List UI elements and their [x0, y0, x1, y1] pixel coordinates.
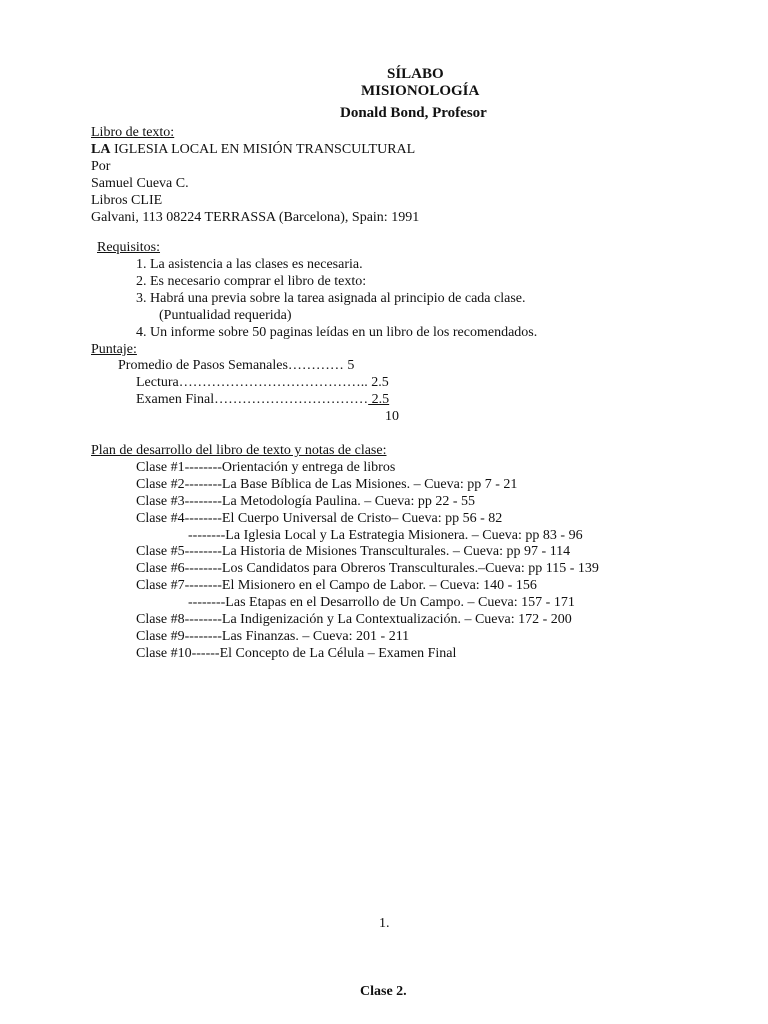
plan-item: Clase #8--------La Indigenización y La Contextualización. – Cueva: 172 - 200	[136, 612, 572, 627]
scoring-reading: Lectura………………………………….. 2.5	[136, 375, 389, 390]
plan-subitem: --------Las Etapas en el Desarrollo de Un Campo. – Cueva: 157 - 171	[188, 595, 575, 610]
requirement-note: (Puntualidad requerida)	[159, 308, 292, 323]
plan-item: Clase #4--------El Cuerpo Universal de Cristo– Cueva: pp 56 - 82	[136, 511, 503, 526]
scoring-final-label: Examen Final……………………………	[136, 392, 369, 407]
requirement-item: 4. Un informe sobre 50 paginas leídas en un libro de los recomendados.	[136, 325, 538, 340]
textbook-address: Galvani, 113 08224 TERRASSA (Barcelona), Spain: 1991	[91, 210, 420, 225]
requirement-item: 1. La asistencia a las clases es necesaria.	[136, 257, 363, 272]
document-title: SÍLABO	[387, 66, 444, 82]
scoring-weekly: Promedio de Pasos Semanales………… 5	[118, 358, 355, 373]
scoring-final-value: 2.5	[368, 392, 390, 407]
plan-item: Clase #9--------Las Finanzas. – Cueva: 201 - 211	[136, 629, 410, 644]
plan-item: Clase #2--------La Base Bíblica de Las Misiones. – Cueva: pp 7 - 21	[136, 477, 518, 492]
textbook-title-bold: LA	[91, 142, 111, 157]
textbook-title-rest: IGLESIA LOCAL EN MISIÓN TRANSCULTURAL	[110, 142, 416, 157]
scoring-total: 10	[385, 409, 399, 424]
plan-subitem: --------La Iglesia Local y La Estrategia Misionera. – Cueva: pp 83 - 96	[188, 528, 583, 543]
course-name: MISIONOLOGÍA	[361, 83, 480, 99]
scoring-heading: Puntaje:	[91, 342, 137, 357]
plan-item: Clase #6--------Los Candidatos para Obreros Transculturales.–Cueva: pp 115 - 139	[136, 561, 599, 576]
plan-item: Clase #1--------Orientación y entrega de libros	[136, 460, 396, 475]
plan-item: Clase #10------El Concepto de La Célula – Examen Final	[136, 646, 457, 661]
plan-item: Clase #3--------La Metodología Paulina. – Cueva: pp 22 - 55	[136, 494, 476, 509]
professor-name: Donald Bond, Profesor	[340, 105, 487, 121]
scoring-final	[136, 391, 389, 408]
plan-item: Clase #7--------El Misionero en el Campo de Labor. – Cueva: 140 - 156	[136, 578, 537, 593]
requirement-item: 2. Es necesario comprar el libro de texto:	[136, 274, 367, 289]
next-section-heading: Clase 2.	[360, 984, 407, 999]
plan-heading: Plan de desarrollo del libro de texto y notas de clase:	[91, 443, 387, 458]
textbook-author: Samuel Cueva C.	[91, 176, 189, 191]
textbook-by: Por	[91, 159, 111, 174]
requirement-item: 3. Habrá una previa sobre la tarea asignada al principio de cada clase.	[136, 291, 526, 306]
textbook-heading: Libro de texto:	[91, 125, 175, 140]
page-number: 1.	[379, 916, 390, 931]
textbook-title	[91, 141, 415, 158]
textbook-publisher: Libros CLIE	[91, 193, 163, 208]
plan-item: Clase #5--------La Historia de Misiones Transculturales. – Cueva: pp 97 - 114	[136, 544, 571, 559]
requirements-heading: Requisitos:	[97, 240, 161, 255]
